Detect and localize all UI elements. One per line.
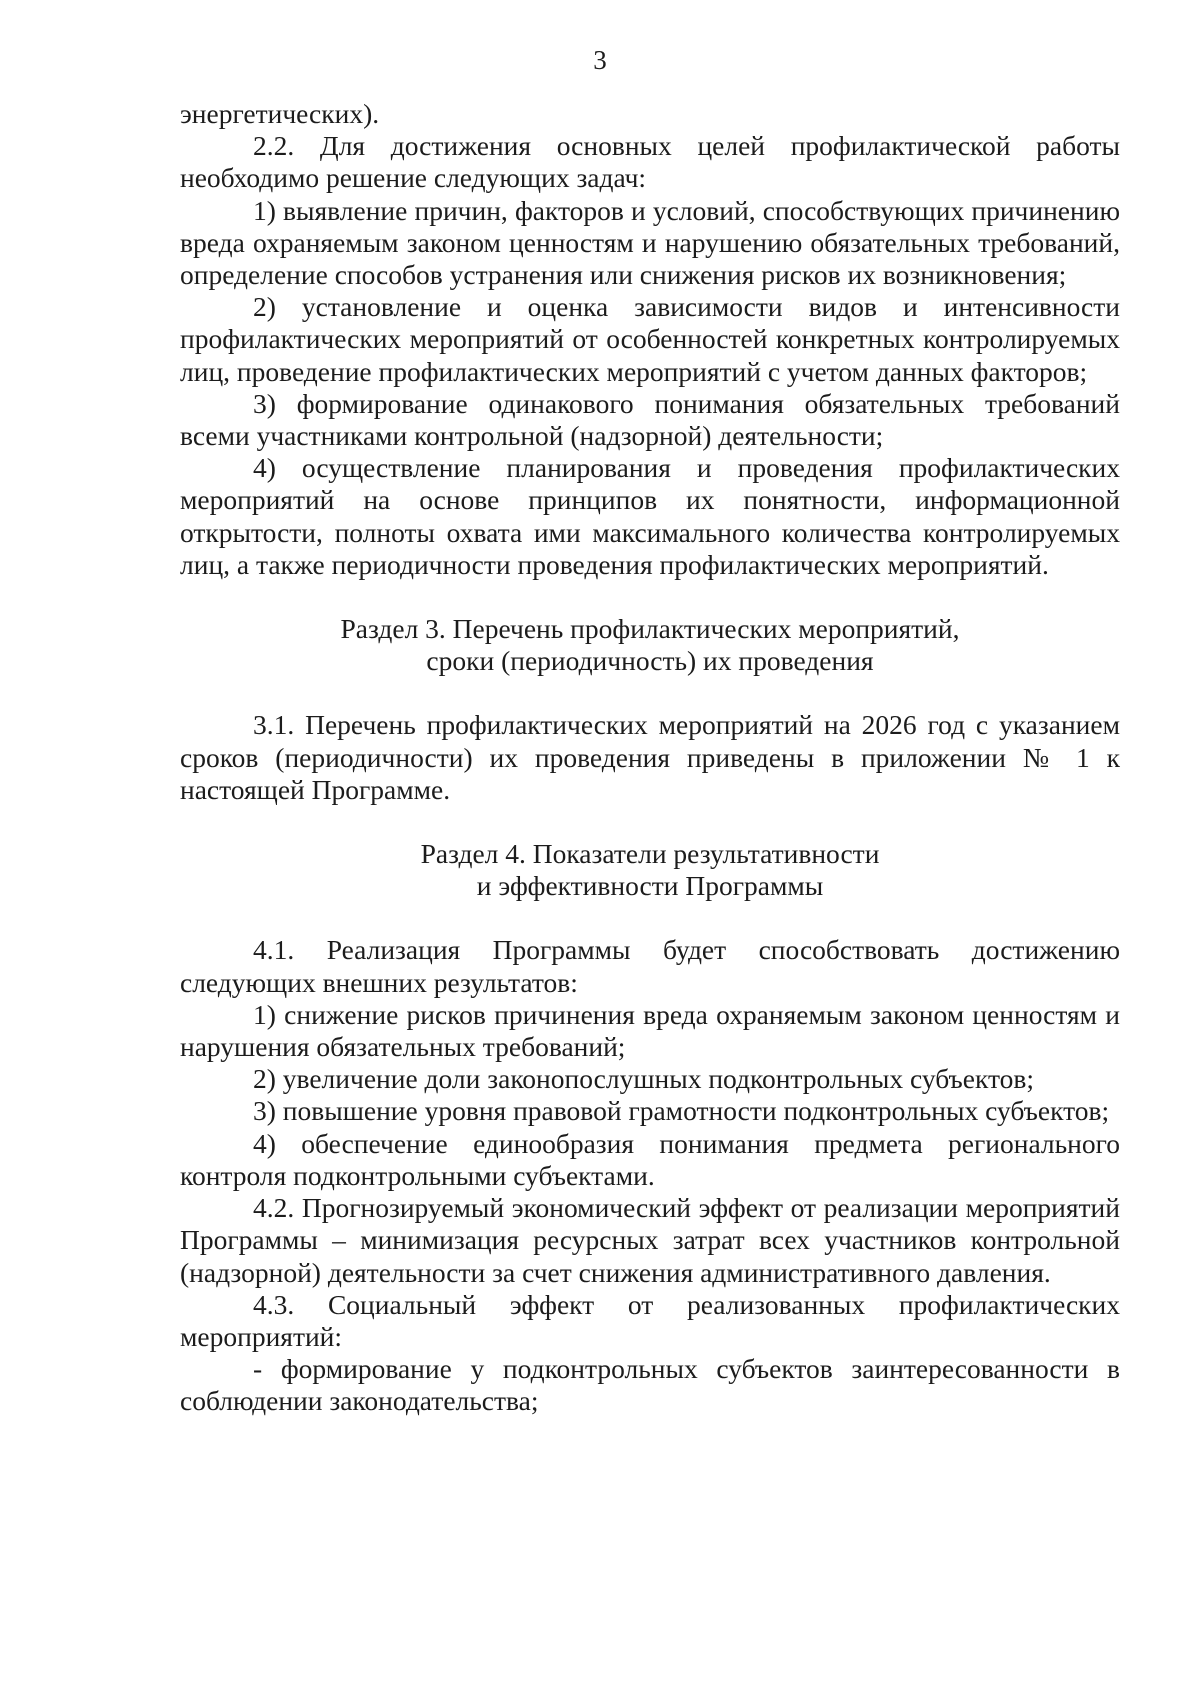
section-4-heading-line-1: Раздел 4. Показатели результативности — [420, 838, 880, 870]
page-number: 3 — [593, 45, 607, 75]
paragraph-4-2: 4.2. Прогнозируемый экономический эффект от реализации мероприятий Программы – минимизация ресурсных затрат всех участников контрольной (надзорной) деятельности за счет снижения административного давления. — [180, 1192, 1120, 1288]
result-item-3: 3) повышение уровня правовой грамотности подконтрольных субъектов; — [253, 1095, 1110, 1127]
social-effect-item: - формирование у подконтрольных субъектов заинтересованности в соблюдении законодательства; — [180, 1353, 1120, 1417]
task-item-3: 3) формирование одинакового понимания обязательных требований всеми участниками контрольной (надзорной) деятельности; — [180, 387, 1120, 452]
task-item-4: 4) осуществление планирования и проведения профилактических мероприятий на основе принципов их понятности, информационной открытости, полноты охвата ими максимального количества контролируемых лиц, а также периодичности проведения профилактических мероприятий. — [180, 452, 1120, 580]
paragraph-4-1: 4.1. Реализация Программы будет способствовать достижению следующих внешних результатов: — [180, 934, 1120, 998]
paragraph-3-1: 3.1. Перечень профилактических мероприятий на 2026 год с указанием сроков (периодичности) их проведения приведены в приложении № 1 к настоящей Программе. — [180, 709, 1120, 805]
document-body — [180, 98, 1120, 1418]
task-item-1: 1) выявление причин, факторов и условий, способствующих причинению вреда охраняемым законом ценностям и нарушению обязательных требований, определение способов устранения или снижения рисков их возникновения; — [180, 194, 1120, 291]
paragraph-2-2: 2.2. Для достижения основных целей профилактической работы необходимо решение следующих задач: — [180, 130, 1120, 194]
section-3-heading-line-1: Раздел 3. Перечень профилактических мероприятий, — [340, 613, 960, 645]
section-4-heading — [180, 838, 1120, 902]
section-3-heading — [180, 613, 1120, 677]
result-item-1: 1) снижение рисков причинения вреда охраняемым законом ценностям и нарушения обязательных требований; — [180, 998, 1120, 1063]
paragraph-continuation: энергетических). — [180, 98, 380, 129]
result-item-4: 4) обеспечение единообразия понимания предмета регионального контроля подконтрольными субъектами. — [180, 1127, 1120, 1191]
section-4-heading-line-2: и эффективности Программы — [476, 870, 824, 902]
section-3-heading-line-2: сроки (периодичность) их проведения — [426, 645, 874, 677]
paragraph-4-3: 4.3. Социальный эффект от реализованных профилактических мероприятий: — [180, 1288, 1120, 1352]
task-item-2: 2) установление и оценка зависимости видов и интенсивности профилактических мероприятий от особенностей конкретных контролируемых лиц, проведение профилактических мероприятий с учетом данных факторов; — [180, 291, 1120, 387]
result-item-2: 2) увеличение доли законопослушных подконтрольных субъектов; — [253, 1063, 1034, 1095]
